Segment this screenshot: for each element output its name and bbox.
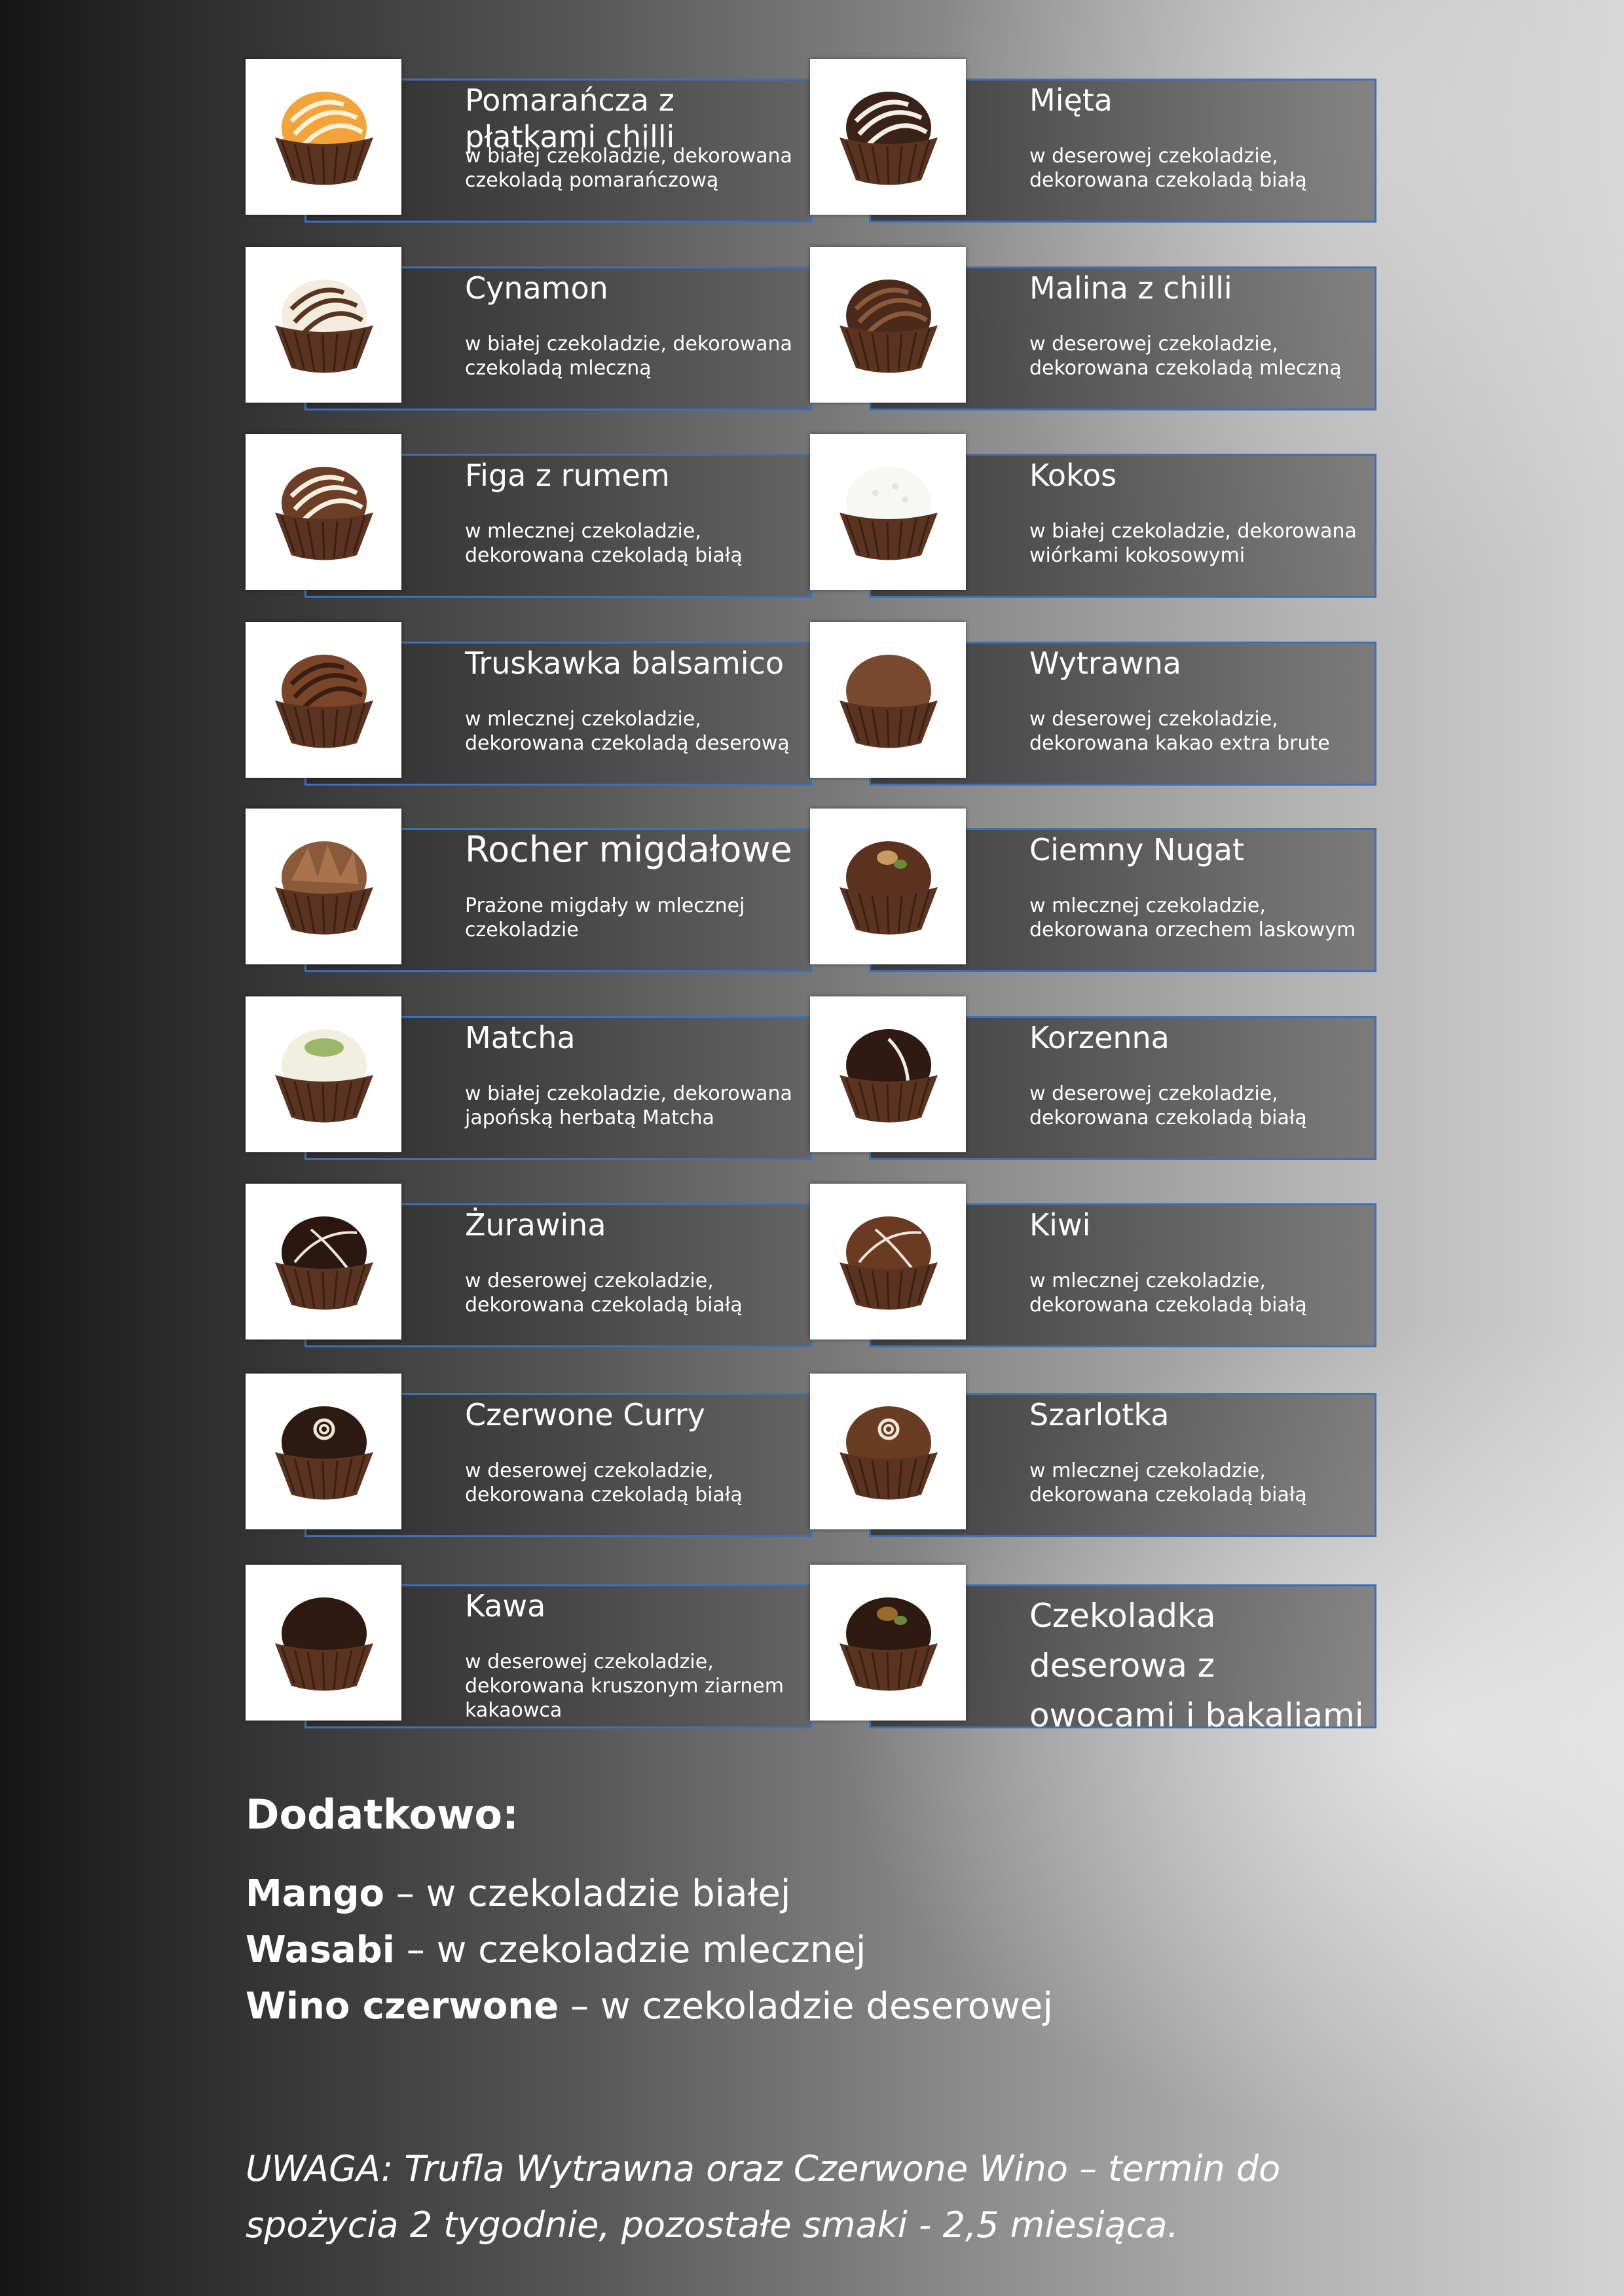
product-description: w deserowej czekoladzie, dekorowana czekoladą białą: [465, 1459, 743, 1506]
product-name: Kokos: [1029, 458, 1117, 493]
product-card: [246, 59, 812, 223]
product-name: Rocher migdałowe: [465, 829, 792, 870]
praline-image: [246, 996, 401, 1152]
product-name: Pomarańcza z płatkami chilli: [465, 82, 675, 155]
extra-item-wasabi: [246, 1929, 866, 1971]
product-description: w mlecznej czekoladzie, dekorowana czekoladą deserową: [465, 708, 790, 755]
praline-image: [810, 996, 966, 1152]
product-name: Malina z chilli: [1029, 270, 1232, 306]
product-description: w deserowej czekoladzie, dekorowana kakao extra brute: [1029, 708, 1330, 755]
product-card: [810, 434, 1376, 598]
praline-image: [810, 809, 966, 964]
product-card: [246, 996, 812, 1160]
product-description: w mlecznej czekoladzie, dekorowana czekoladą białą: [1029, 1459, 1307, 1506]
product-name: Kiwi: [1029, 1207, 1091, 1243]
product-description: w mlecznej czekoladzie, dekorowana orzechem laskowym: [1029, 894, 1356, 941]
praline-image: [810, 1184, 966, 1339]
shelf-life-note: UWAGA: Trufla Wytrawna oraz Czerwone Wino – termin do spożycia 2 tygodnie, pozostałe smaki - 2,5 miesiąca.: [246, 2148, 1281, 2246]
product-description: w deserowej czekoladzie, dekorowana kruszonym ziarnem kakaowca: [465, 1650, 784, 1722]
product-name: Cynamon: [465, 270, 608, 306]
product-name: Żurawina: [465, 1207, 606, 1243]
praline-image: [246, 1184, 401, 1339]
product-card: [810, 1184, 1376, 1347]
product-description: w białej czekoladzie, dekorowana wiórkami kokosowymi: [1029, 520, 1357, 567]
praline-image: [246, 1565, 401, 1721]
praline-image: [810, 247, 966, 403]
praline-image: [810, 1374, 966, 1529]
product-card: [246, 1374, 812, 1537]
product-description: w mlecznej czekoladzie, dekorowana czekoladą białą: [1029, 1269, 1307, 1317]
product-description: w białej czekoladzie, dekorowana japońską herbatą Matcha: [465, 1082, 792, 1129]
praline-image: [246, 434, 401, 590]
extra-item-name: Wasabi: [246, 1929, 395, 1971]
product-description: Prażone migdały w mlecznej czekoladzie: [465, 894, 745, 941]
extra-item-name: Mango: [246, 1872, 384, 1915]
product-card: [246, 1565, 812, 1728]
product-name: Truskawka balsamico: [465, 646, 784, 681]
extras-title: Dodatkowo:: [246, 1791, 519, 1838]
product-card: [246, 809, 812, 972]
product-name: Mięta: [1029, 82, 1113, 118]
praline-image: [246, 622, 401, 778]
extra-item-red-wine: [246, 1985, 1053, 2028]
praline-image: [246, 1374, 401, 1529]
product-card: [246, 1184, 812, 1347]
product-name: Figa z rumem: [465, 458, 670, 493]
praline-image: [810, 1565, 966, 1721]
product-description: w białej czekoladzie, dekorowana czekoladą mleczną: [465, 333, 792, 380]
extra-item-desc: – w czekoladzie białej: [384, 1872, 791, 1915]
product-description: w deserowej czekoladzie, dekorowana czekoladą białą: [465, 1269, 743, 1317]
product-card: [810, 996, 1376, 1160]
extra-item-desc: – w czekoladzie mlecznej: [394, 1929, 866, 1971]
product-name: Matcha: [465, 1020, 576, 1055]
praline-image: [810, 59, 966, 215]
product-description: w mlecznej czekoladzie, dekorowana czekoladą białą: [465, 520, 743, 567]
product-card: [246, 247, 812, 410]
product-name: Ciemny Nugat: [1029, 832, 1244, 867]
product-card: [810, 809, 1376, 972]
praline-image: [246, 247, 401, 403]
product-name: Czekoladka deserowa z owocami i bakaliami: [1029, 1597, 1364, 1734]
product-description: w deserowej czekoladzie, dekorowana czekoladą mleczną: [1029, 333, 1342, 380]
product-card: [246, 622, 812, 786]
product-name: Czerwone Curry: [465, 1397, 705, 1432]
product-name: Szarlotka: [1029, 1397, 1170, 1432]
praline-image: [246, 59, 401, 215]
praline-image: [246, 809, 401, 964]
praline-image: [810, 622, 966, 778]
product-description: w deserowej czekoladzie, dekorowana czekoladą białą: [1029, 1082, 1307, 1129]
product-description: w białej czekoladzie, dekorowana czekoladą pomarańczową: [465, 145, 792, 192]
praline-image: [810, 434, 966, 590]
product-card: [246, 434, 812, 598]
product-card: [810, 622, 1376, 786]
product-card: [810, 247, 1376, 410]
product-card: [810, 1565, 1376, 1734]
extra-item-name: Wino czerwone: [246, 1985, 559, 2028]
product-name: Wytrawna: [1029, 646, 1181, 681]
product-card: [810, 1374, 1376, 1537]
product-description: w deserowej czekoladzie, dekorowana czekoladą białą: [1029, 145, 1307, 192]
product-card: [810, 59, 1376, 223]
product-name: Kawa: [465, 1588, 546, 1624]
product-name: Korzenna: [1029, 1020, 1170, 1055]
extra-item-desc: – w czekoladzie deserowej: [559, 1985, 1053, 2028]
extra-item-mango: [246, 1872, 790, 1915]
